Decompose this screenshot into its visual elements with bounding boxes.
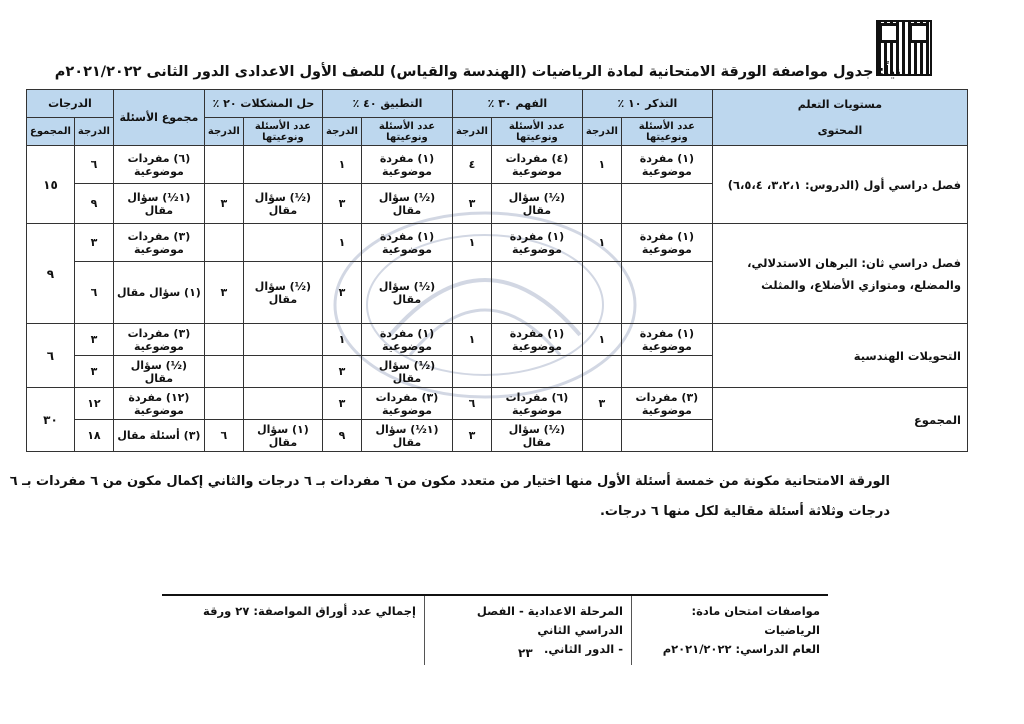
apply-questions-cell: (½) سؤال مقال <box>362 356 453 388</box>
footer-stage: المرحلة الاعدادية - الفصل الدراسي الثاني <box>476 604 623 637</box>
grade-cell: ٣ <box>74 324 113 356</box>
remember-questions-cell <box>621 356 712 388</box>
remember-grade-cell: ١ <box>582 146 621 184</box>
problems-questions-cell: (½) سؤال مقال <box>243 262 322 324</box>
apply-grade-cell: ٣ <box>323 262 362 324</box>
content-cell: المجموع <box>712 388 967 452</box>
apply-grade-cell: ١ <box>323 224 362 262</box>
footer-round: - الدور الثاني. <box>543 642 623 656</box>
grade-cell: ١٨ <box>74 420 113 452</box>
total-questions-cell: (½) سؤال مقال <box>113 356 204 388</box>
problems-questions-cell: (١) سؤال مقال <box>243 420 322 452</box>
subheader-grade: الدرجة <box>452 118 491 146</box>
remember-questions-cell: (١) مفردة موضوعية <box>621 146 712 184</box>
remember-grade-cell <box>582 420 621 452</box>
remember-grade-cell <box>582 356 621 388</box>
subheader-q-count: عدد الأسئلة ونوعيتها <box>491 118 582 146</box>
corner-header: مستويات التعلم المحتوى <box>712 90 967 146</box>
problems-grade-cell <box>204 146 243 184</box>
remember-questions-cell <box>621 262 712 324</box>
header-apply: التطبيق ٤٠ ٪ <box>323 90 453 118</box>
understand-questions-cell: (½) سؤال مقال <box>491 420 582 452</box>
understand-questions-cell: (½) سؤال مقال <box>491 184 582 224</box>
table-row <box>27 224 968 262</box>
apply-grade-cell: ٣ <box>323 184 362 224</box>
exam-note: الورقة الامتحانية مكونة من خمسة أسئلة الأول منها اختيار من متعدد مكون من ٦ مفردات بـ ٦ درجات والثاني إكمال مكون من ٦ مفردات بـ ٦ درجات وثلاثة أسئلة مقالية لكل منها ٦ درجات. <box>9 474 890 519</box>
subheader-grade: الدرجة <box>204 118 243 146</box>
problems-questions-cell <box>243 224 322 262</box>
problems-grade-cell <box>204 388 243 420</box>
subheader-q-count: عدد الأسئلة ونوعيتها <box>243 118 322 146</box>
remember-grade-cell: ٣ <box>582 388 621 420</box>
understand-questions-cell: (١) مفردة موضوعية <box>491 224 582 262</box>
understand-grade-cell <box>452 262 491 324</box>
apply-questions-cell: (١) مفردة موضوعية <box>362 146 453 184</box>
problems-questions-cell <box>243 324 322 356</box>
understand-questions-cell: (٦) مفردات موضوعية <box>491 388 582 420</box>
total-cell: ٦ <box>27 324 75 388</box>
understand-grade-cell: ٤ <box>452 146 491 184</box>
remember-grade-cell: ١ <box>582 324 621 356</box>
problems-grade-cell: ٣ <box>204 184 243 224</box>
content-cell: فصل دراسي ثان: البرهان الاستدلالي، والمضلع، ومتوازي الأضلاع، والمثلث <box>712 224 967 324</box>
apply-grade-cell: ١ <box>323 324 362 356</box>
understand-questions-cell: (١) مفردة موضوعية <box>491 324 582 356</box>
header-remember: التذكر ١٠ ٪ <box>582 90 712 118</box>
understand-grade-cell <box>452 356 491 388</box>
understand-grade-cell: ٣ <box>452 420 491 452</box>
understand-grade-cell: ٦ <box>452 388 491 420</box>
problems-questions-cell: (½) سؤال مقال <box>243 184 322 224</box>
apply-questions-cell: (١½) سؤال مقال <box>362 420 453 452</box>
specification-table <box>26 89 968 452</box>
page-title: ثانياً: جدول مواصفة الورقة الامتحانية لمادة الرياضيات (الهندسة والقياس) للصف الأول الاعدادى الدور الثانى ٢٠٢١/٢٠٢٢م <box>54 64 912 80</box>
problems-grade-cell <box>204 224 243 262</box>
subheader-total: المجموع <box>27 118 75 146</box>
remember-questions-cell: (١) مفردة موضوعية <box>621 324 712 356</box>
footer <box>162 594 828 665</box>
apply-grade-cell: ٩ <box>323 420 362 452</box>
apply-questions-cell: (٣) مفردات موضوعية <box>362 388 453 420</box>
grade-cell: ٦ <box>74 146 113 184</box>
problems-questions-cell <box>243 356 322 388</box>
total-questions-cell: (٣) أسئلة مقال <box>113 420 204 452</box>
total-questions-cell: (١) سؤال مقال <box>113 262 204 324</box>
total-cell: ١٥ <box>27 146 75 224</box>
grade-cell: ٦ <box>74 262 113 324</box>
apply-questions-cell: (١) مفردة موضوعية <box>362 324 453 356</box>
total-cell: ٩ <box>27 224 75 324</box>
page-number: ٢٣ <box>518 646 533 660</box>
understand-grade-cell: ٣ <box>452 184 491 224</box>
problems-grade-cell <box>204 324 243 356</box>
total-questions-cell: (١٢) مفردة موضوعية <box>113 388 204 420</box>
header-understand: الفهم ٣٠ ٪ <box>452 90 582 118</box>
apply-grade-cell: ٣ <box>323 356 362 388</box>
table-row <box>27 324 968 356</box>
subheader-grade: الدرجة <box>74 118 113 146</box>
subheader-q-count: عدد الأسئلة ونوعيتها <box>621 118 712 146</box>
understand-questions-cell: (٤) مفردات موضوعية <box>491 146 582 184</box>
header-total-questions: مجموع الأسئلة <box>113 90 204 146</box>
total-questions-cell: (٣) مفردات موضوعية <box>113 224 204 262</box>
understand-questions-cell <box>491 356 582 388</box>
subheader-q-count: عدد الأسئلة ونوعيتها <box>362 118 453 146</box>
problems-questions-cell <box>243 146 322 184</box>
table-row <box>27 146 968 184</box>
content-cell: التحويلات الهندسية <box>712 324 967 388</box>
apply-grade-cell: ٣ <box>323 388 362 420</box>
grade-cell: ٣ <box>74 224 113 262</box>
footer-sheet-count: إجمالي عدد أوراق المواصفة: ٢٧ ورقة <box>203 604 416 618</box>
total-cell: ٣٠ <box>27 388 75 452</box>
apply-questions-cell: (½) سؤال مقال <box>362 262 453 324</box>
table-row <box>27 388 968 420</box>
understand-grade-cell: ١ <box>452 324 491 356</box>
remember-questions-cell: (٣) مفردات موضوعية <box>621 388 712 420</box>
problems-questions-cell <box>243 388 322 420</box>
footer-subject: مواصفات امتحان مادة: الرياضيات <box>691 604 820 637</box>
subheader-grade: الدرجة <box>582 118 621 146</box>
understand-grade-cell: ١ <box>452 224 491 262</box>
remember-questions-cell: (١) مفردة موضوعية <box>621 224 712 262</box>
problems-grade-cell: ٦ <box>204 420 243 452</box>
total-questions-cell: (٦) مفردات موضوعية <box>113 146 204 184</box>
content-cell: فصل دراسي أول (الدروس: ٣،٢،١، ٦،٥،٤) <box>712 146 967 224</box>
grade-cell: ٣ <box>74 356 113 388</box>
remember-grade-cell: ١ <box>582 224 621 262</box>
total-questions-cell: (٣) مفردات موضوعية <box>113 324 204 356</box>
remember-questions-cell <box>621 184 712 224</box>
understand-questions-cell <box>491 262 582 324</box>
apply-questions-cell: (١) مفردة موضوعية <box>362 224 453 262</box>
problems-grade-cell <box>204 356 243 388</box>
remember-questions-cell <box>621 420 712 452</box>
total-questions-cell: (١½) سؤال مقال <box>113 184 204 224</box>
apply-questions-cell: (½) سؤال مقال <box>362 184 453 224</box>
grade-cell: ١٢ <box>74 388 113 420</box>
grade-cell: ٩ <box>74 184 113 224</box>
footer-year: العام الدراسي: ٢٠٢١/٢٠٢٢م <box>662 642 820 656</box>
header-problems: حل المشكلات ٢٠ ٪ <box>204 90 322 118</box>
header-grades: الدرجات <box>27 90 114 118</box>
remember-grade-cell <box>582 184 621 224</box>
remember-grade-cell <box>582 262 621 324</box>
apply-grade-cell: ١ <box>323 146 362 184</box>
subheader-grade: الدرجة <box>323 118 362 146</box>
problems-grade-cell: ٣ <box>204 262 243 324</box>
